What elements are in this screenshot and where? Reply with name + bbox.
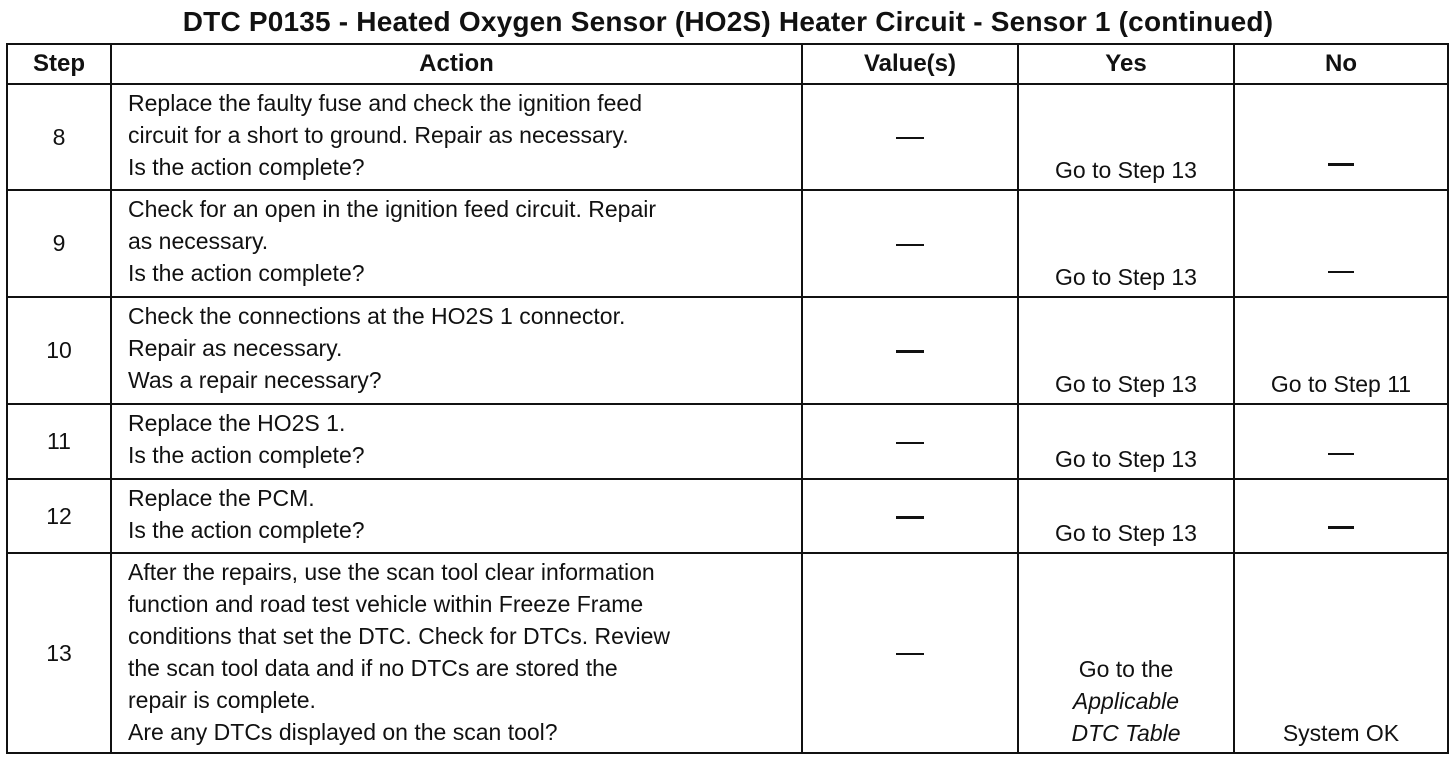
yes-result-line: Applicable xyxy=(1072,688,1180,714)
column-header-yes: Yes xyxy=(1018,44,1234,84)
step-number: 8 xyxy=(7,84,111,190)
action-line: function and road test vehicle within Freeze Frame xyxy=(128,591,644,617)
column-header-no: No xyxy=(1234,44,1448,84)
action-line: as necessary. xyxy=(128,228,269,254)
yes-result: Go to Step 13 xyxy=(1018,297,1234,404)
no-result xyxy=(1234,479,1448,553)
value-dash xyxy=(896,653,924,655)
column-header-values: Value(s) xyxy=(802,44,1018,84)
table-row xyxy=(7,190,1448,297)
no-dash xyxy=(1328,526,1354,529)
yes-result: Go to Step 13 xyxy=(1018,190,1234,297)
action-line: the scan tool data and if no DTCs are stored the xyxy=(128,655,618,681)
action-line: repair is complete. xyxy=(128,687,316,713)
action-text xyxy=(111,190,802,297)
value-cell xyxy=(802,84,1018,190)
no-result xyxy=(1234,404,1448,479)
action-line: circuit for a short to ground. Repair as necessary. xyxy=(128,122,629,148)
yes-result: Go to Step 13 xyxy=(1018,479,1234,553)
no-dash xyxy=(1328,453,1354,455)
action-text xyxy=(111,297,802,404)
diagnostic-table xyxy=(6,43,1449,754)
column-header-action: Action xyxy=(111,44,802,84)
action-text xyxy=(111,553,802,753)
action-line: Replace the HO2S 1. xyxy=(128,410,346,436)
column-header-step: Step xyxy=(7,44,111,84)
no-result xyxy=(1234,84,1448,190)
no-result: Go to Step 11 xyxy=(1234,297,1448,404)
action-line: Check for an open in the ignition feed circuit. Repair xyxy=(128,196,657,222)
action-line: conditions that set the DTC. Check for DTCs. Review xyxy=(128,623,670,649)
action-line: Is the action complete? xyxy=(128,517,365,543)
step-number: 12 xyxy=(7,479,111,553)
value-dash xyxy=(896,244,924,246)
no-dash xyxy=(1328,271,1354,273)
yes-result: Go to Step 13 xyxy=(1018,84,1234,190)
no-dash xyxy=(1328,163,1354,166)
yes-result xyxy=(1018,553,1234,753)
action-text xyxy=(111,84,802,190)
yes-result: Go to Step 13 xyxy=(1018,404,1234,479)
step-number: 13 xyxy=(7,553,111,753)
no-result xyxy=(1234,190,1448,297)
action-line: After the repairs, use the scan tool clear information xyxy=(128,559,655,585)
action-line: Is the action complete? xyxy=(128,260,365,286)
table-header-row xyxy=(7,44,1448,84)
action-line: Replace the faulty fuse and check the ignition feed xyxy=(128,90,643,116)
table-row xyxy=(7,479,1448,553)
action-text xyxy=(111,404,802,479)
table-row xyxy=(7,297,1448,404)
table-row xyxy=(7,84,1448,190)
step-number: 10 xyxy=(7,297,111,404)
step-number: 9 xyxy=(7,190,111,297)
action-line: Are any DTCs displayed on the scan tool? xyxy=(128,719,558,745)
action-line: Is the action complete? xyxy=(128,154,365,180)
value-cell xyxy=(802,190,1018,297)
yes-result-line: Go to the xyxy=(1078,656,1174,682)
table-row xyxy=(7,404,1448,479)
action-text xyxy=(111,479,802,553)
value-cell xyxy=(802,404,1018,479)
action-line: Check the connections at the HO2S 1 connector. xyxy=(128,303,626,329)
action-line: Was a repair necessary? xyxy=(128,367,382,393)
yes-result-line: DTC Table xyxy=(1071,720,1181,746)
value-dash xyxy=(896,516,924,519)
action-line: Replace the PCM. xyxy=(128,485,315,511)
value-cell xyxy=(802,297,1018,404)
action-line: Repair as necessary. xyxy=(128,335,343,361)
table-row xyxy=(7,553,1448,753)
value-cell xyxy=(802,479,1018,553)
value-dash xyxy=(896,137,924,139)
step-number: 11 xyxy=(7,404,111,479)
value-cell xyxy=(802,553,1018,753)
action-line: Is the action complete? xyxy=(128,442,365,468)
no-result: System OK xyxy=(1234,553,1448,753)
page-title: DTC P0135 - Heated Oxygen Sensor (HO2S) Heater Circuit - Sensor 1 (continued) xyxy=(182,6,1274,37)
value-dash xyxy=(896,350,924,353)
value-dash xyxy=(896,442,924,444)
